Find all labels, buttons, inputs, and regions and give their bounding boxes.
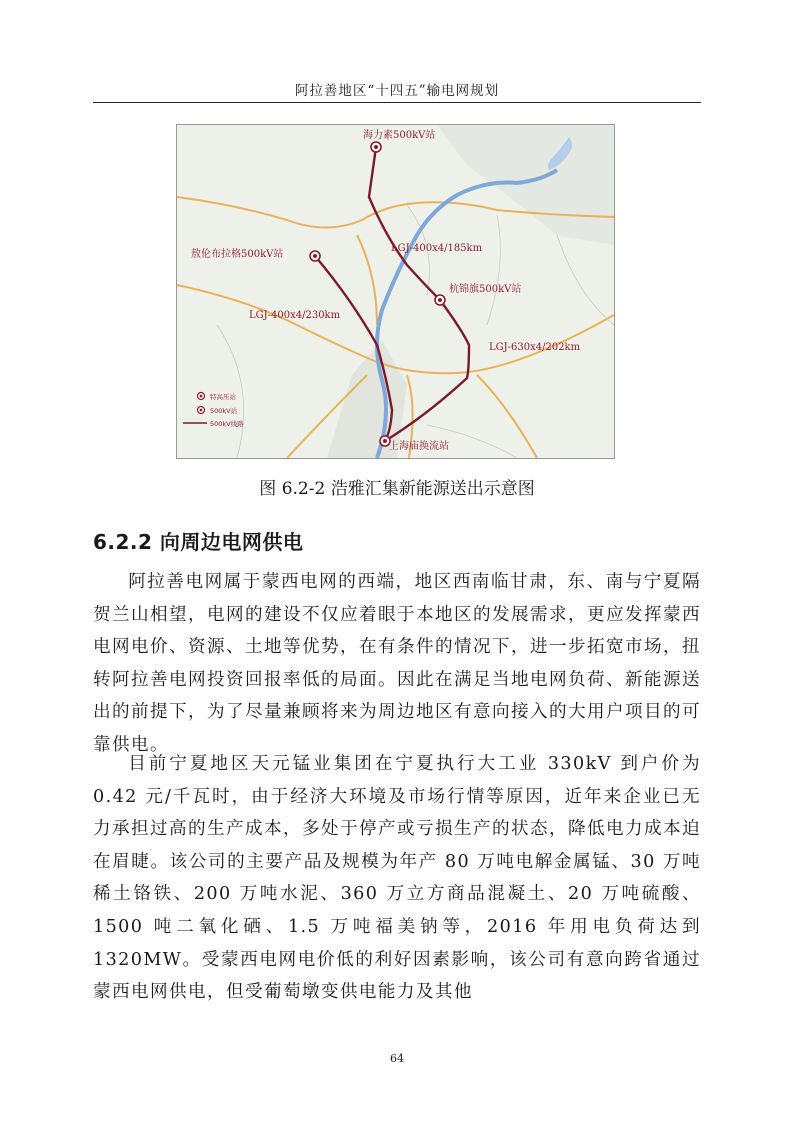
station-hailisu (371, 142, 381, 152)
legend-500kv-station-label: 500kV站 (210, 407, 238, 415)
page-number: 64 (390, 1052, 404, 1065)
label-line-230km: LGJ-400x4/230km (249, 310, 341, 321)
legend-500kv-line-label: 500kV线路 (210, 420, 244, 428)
label-hailisu: 海力素500kV站 (363, 130, 436, 141)
legend-uhv-label: 特高压站 (210, 393, 236, 401)
section-heading: 6.2.2 向周边电网供电 (93, 530, 304, 554)
label-aolunbulage: 敖伦布拉格500kV站 (191, 249, 284, 260)
page-header: 阿拉善地区“十四五”输电网规划 (294, 83, 500, 99)
label-line-202km: LGJ-630x4/202km (489, 342, 581, 353)
label-line-185km: LGJ-400x4/185km (391, 243, 483, 254)
network-map-figure (176, 124, 615, 459)
header-divider (93, 102, 701, 103)
label-hangjinqi: 杭锦旗500kV站 (449, 284, 522, 295)
station-aolunbulage (310, 251, 320, 261)
body-paragraph: 目前宁夏地区天元锰业集团在宁夏执行大工业 330kV 到户价为 0.42 元/千瓦时，由于经济大环境及市场行情等原因，近年来企业已无力承担过高的生产成本，多处于停产或亏损生产的状态，降低电力成本迫在眉睫。该公司的主要产品及规模为年产 80 万吨电解金属锰、30 万吨稀土铬铁、200 万吨水泥、360 万立方商品混凝土、20 万吨硫酸、1500 吨二氧化硒、1.5 万吨福美钠等，2016 年用电负荷达到 1320MW。受蒙西电网电价低的利好因素影响，该公司有意向跨省通过蒙西电网供电，但受葡萄墩变供电能力及其他 (93, 754, 701, 1003)
figure-caption: 图 6.2-2 浩雅汇集新能源送出示意图 (259, 479, 535, 499)
body-paragraph: 阿拉善电网属于蒙西电网的西端，地区西南临甘肃，东、南与宁夏隔贺兰山相望，电网的建设不仅应着眼于本地区的发展需求，更应发挥蒙西电网电价、资源、土地等优势，在有条件的情况下，进一步拓宽市场，扭转阿拉善电网投资回报率低的局面。因此在满足当地电网负荷、新能源送出的前提下，为了尽量兼顾将来为周边地区有意向接入的大用户项目的可靠供电。 (93, 572, 701, 755)
network-map (177, 125, 614, 458)
station-hangjinqi (435, 295, 445, 305)
label-shanghaimiao: 上海庙换流站 (389, 441, 449, 452)
